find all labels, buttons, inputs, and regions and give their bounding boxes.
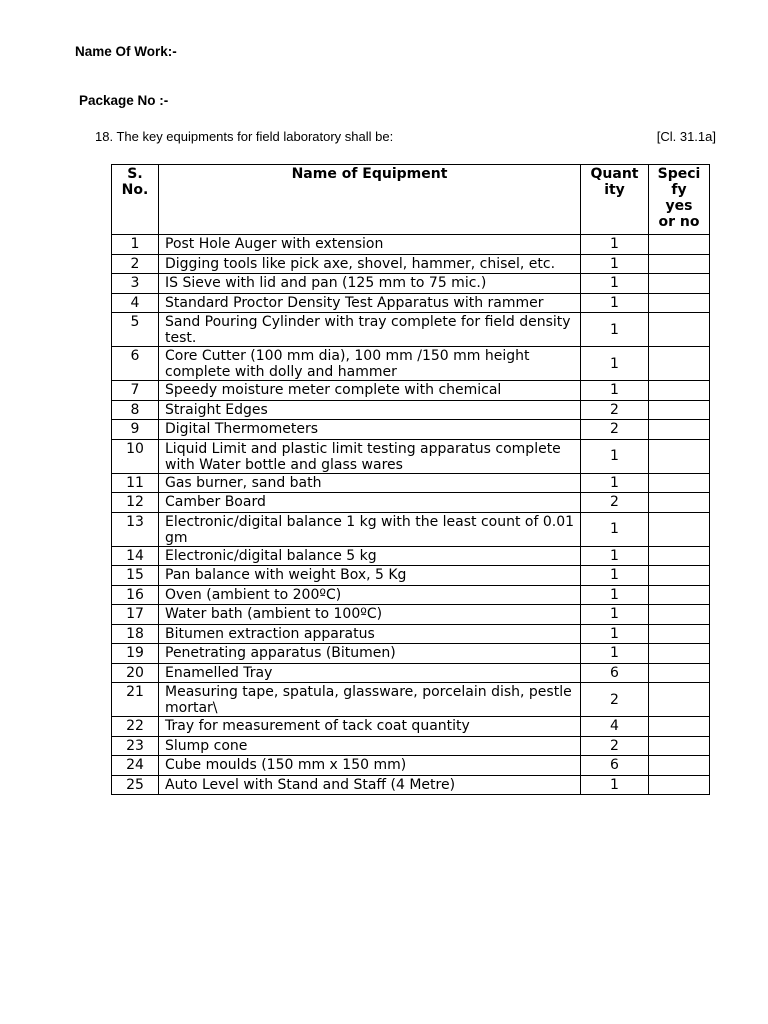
cell-sno: 21: [112, 683, 159, 717]
cell-sno: 6: [112, 347, 159, 381]
cell-name: Oven (ambient to 200ºC): [159, 585, 581, 605]
col-header-qty-text: Quant ity: [590, 166, 639, 198]
cell-sno: 23: [112, 736, 159, 756]
cell-qty: 1: [581, 254, 649, 274]
cell-qty: 1: [581, 605, 649, 625]
cell-specify[interactable]: [649, 683, 710, 717]
cell-specify[interactable]: [649, 493, 710, 513]
cell-sno: 4: [112, 293, 159, 313]
cell-qty: 1: [581, 624, 649, 644]
table-row: [112, 347, 710, 381]
cell-qty: 2: [581, 493, 649, 513]
col-header-qty: [581, 165, 649, 235]
intro-line: [95, 129, 720, 144]
cell-qty: 1: [581, 235, 649, 255]
table-row: [112, 512, 710, 546]
cell-name: Auto Level with Stand and Staff (4 Metre): [159, 775, 581, 795]
cell-name: Water bath (ambient to 100ºC): [159, 605, 581, 625]
cell-qty: 1: [581, 775, 649, 795]
cell-name: Electronic/digital balance 1 kg with the least count of 0.01 gm: [159, 512, 581, 546]
cell-sno: 24: [112, 756, 159, 776]
cell-qty: 1: [581, 644, 649, 664]
cell-qty: 6: [581, 756, 649, 776]
table-row: [112, 493, 710, 513]
cell-qty: 1: [581, 566, 649, 586]
cell-name: Cube moulds (150 mm x 150 mm): [159, 756, 581, 776]
cell-specify[interactable]: [649, 381, 710, 401]
cell-name: Electronic/digital balance 5 kg: [159, 546, 581, 566]
cell-specify[interactable]: [649, 400, 710, 420]
cell-sno: 10: [112, 439, 159, 473]
cell-specify[interactable]: [649, 605, 710, 625]
cell-specify[interactable]: [649, 439, 710, 473]
cell-name: Pan balance with weight Box, 5 Kg: [159, 566, 581, 586]
cell-specify[interactable]: [649, 566, 710, 586]
cell-name: Enamelled Tray: [159, 663, 581, 683]
cell-specify[interactable]: [649, 274, 710, 294]
cell-qty: 1: [581, 313, 649, 347]
cell-qty: 1: [581, 293, 649, 313]
cell-sno: 5: [112, 313, 159, 347]
cell-sno: 3: [112, 274, 159, 294]
cell-name: Gas burner, sand bath: [159, 473, 581, 493]
cell-name: IS Sieve with lid and pan (125 mm to 75 mic.): [159, 274, 581, 294]
col-header-sno-text: S. No.: [121, 166, 149, 198]
clause-reference: [Cl. 31.1a]: [656, 129, 716, 144]
cell-qty: 2: [581, 420, 649, 440]
cell-name: Straight Edges: [159, 400, 581, 420]
intro-text: 18. The key equipments for field laboratory shall be:: [95, 129, 394, 144]
cell-sno: 9: [112, 420, 159, 440]
table-row: [112, 624, 710, 644]
cell-sno: 18: [112, 624, 159, 644]
cell-sno: 7: [112, 381, 159, 401]
cell-specify[interactable]: [649, 546, 710, 566]
table-row: [112, 293, 710, 313]
cell-qty: 6: [581, 663, 649, 683]
cell-specify[interactable]: [649, 756, 710, 776]
col-header-name-text: Name of Equipment: [291, 166, 448, 182]
cell-name: Core Cutter (100 mm dia), 100 mm /150 mm height complete with dolly and hammer: [159, 347, 581, 381]
table-row: [112, 439, 710, 473]
cell-qty: 1: [581, 473, 649, 493]
cell-specify[interactable]: [649, 736, 710, 756]
cell-name: Tray for measurement of tack coat quantity: [159, 717, 581, 737]
cell-name: Camber Board: [159, 493, 581, 513]
col-header-name: [159, 165, 581, 235]
cell-sno: 15: [112, 566, 159, 586]
cell-name: Standard Proctor Density Test Apparatus with rammer: [159, 293, 581, 313]
cell-specify[interactable]: [649, 420, 710, 440]
cell-name: Digging tools like pick axe, shovel, hammer, chisel, etc.: [159, 254, 581, 274]
cell-qty: 1: [581, 512, 649, 546]
table-row: [112, 585, 710, 605]
cell-qty: 1: [581, 585, 649, 605]
cell-sno: 19: [112, 644, 159, 664]
cell-name: Slump cone: [159, 736, 581, 756]
cell-specify[interactable]: [649, 313, 710, 347]
cell-specify[interactable]: [649, 717, 710, 737]
cell-name: Penetrating apparatus (Bitumen): [159, 644, 581, 664]
table-row: [112, 775, 710, 795]
table-row: [112, 644, 710, 664]
cell-sno: 1: [112, 235, 159, 255]
table-row: [112, 736, 710, 756]
cell-specify[interactable]: [649, 775, 710, 795]
table-row: [112, 717, 710, 737]
cell-qty: 1: [581, 347, 649, 381]
table-row: [112, 566, 710, 586]
table-row: [112, 420, 710, 440]
name-of-work-label: Name Of Work:-: [75, 44, 177, 59]
cell-specify[interactable]: [649, 293, 710, 313]
cell-sno: 11: [112, 473, 159, 493]
cell-sno: 12: [112, 493, 159, 513]
cell-sno: 20: [112, 663, 159, 683]
cell-specify[interactable]: [649, 512, 710, 546]
cell-qty: 2: [581, 736, 649, 756]
cell-sno: 2: [112, 254, 159, 274]
cell-sno: 14: [112, 546, 159, 566]
cell-name: Bitumen extraction apparatus: [159, 624, 581, 644]
cell-sno: 8: [112, 400, 159, 420]
cell-specify[interactable]: [649, 347, 710, 381]
cell-qty: 1: [581, 274, 649, 294]
package-no-label: Package No :-: [79, 93, 169, 108]
table-row: [112, 663, 710, 683]
table-row: [112, 381, 710, 401]
cell-name: Digital Thermometers: [159, 420, 581, 440]
col-header-spec-text: Speci fy yes or no: [657, 166, 701, 230]
cell-specify[interactable]: [649, 644, 710, 664]
col-header-spec: [649, 165, 710, 235]
cell-specify[interactable]: [649, 624, 710, 644]
table-row: [112, 756, 710, 776]
cell-qty: 1: [581, 381, 649, 401]
cell-qty: 4: [581, 717, 649, 737]
table-row: [112, 546, 710, 566]
cell-sno: 22: [112, 717, 159, 737]
cell-qty: 2: [581, 400, 649, 420]
cell-name: Sand Pouring Cylinder with tray complete for field density test.: [159, 313, 581, 347]
cell-qty: 2: [581, 683, 649, 717]
table-row: [112, 400, 710, 420]
table-row: [112, 683, 710, 717]
col-header-sno: [112, 165, 159, 235]
table-row: [112, 605, 710, 625]
cell-name: Liquid Limit and plastic limit testing apparatus complete with Water bottle and glass wares: [159, 439, 581, 473]
cell-name: Speedy moisture meter complete with chemical: [159, 381, 581, 401]
equipment-table: [111, 164, 710, 795]
cell-sno: 16: [112, 585, 159, 605]
table-row: [112, 313, 710, 347]
cell-specify[interactable]: [649, 254, 710, 274]
cell-qty: 1: [581, 546, 649, 566]
table-header-row: [112, 165, 710, 235]
cell-qty: 1: [581, 439, 649, 473]
table-row: [112, 254, 710, 274]
table-row: [112, 274, 710, 294]
cell-specify[interactable]: [649, 663, 710, 683]
cell-sno: 25: [112, 775, 159, 795]
cell-specify[interactable]: [649, 585, 710, 605]
cell-name: Post Hole Auger with extension: [159, 235, 581, 255]
cell-specify[interactable]: [649, 473, 710, 493]
table-row: [112, 235, 710, 255]
cell-sno: 17: [112, 605, 159, 625]
cell-name: Measuring tape, spatula, glassware, porcelain dish, pestle mortar\: [159, 683, 581, 717]
table-row: [112, 473, 710, 493]
cell-sno: 13: [112, 512, 159, 546]
cell-specify[interactable]: [649, 235, 710, 255]
